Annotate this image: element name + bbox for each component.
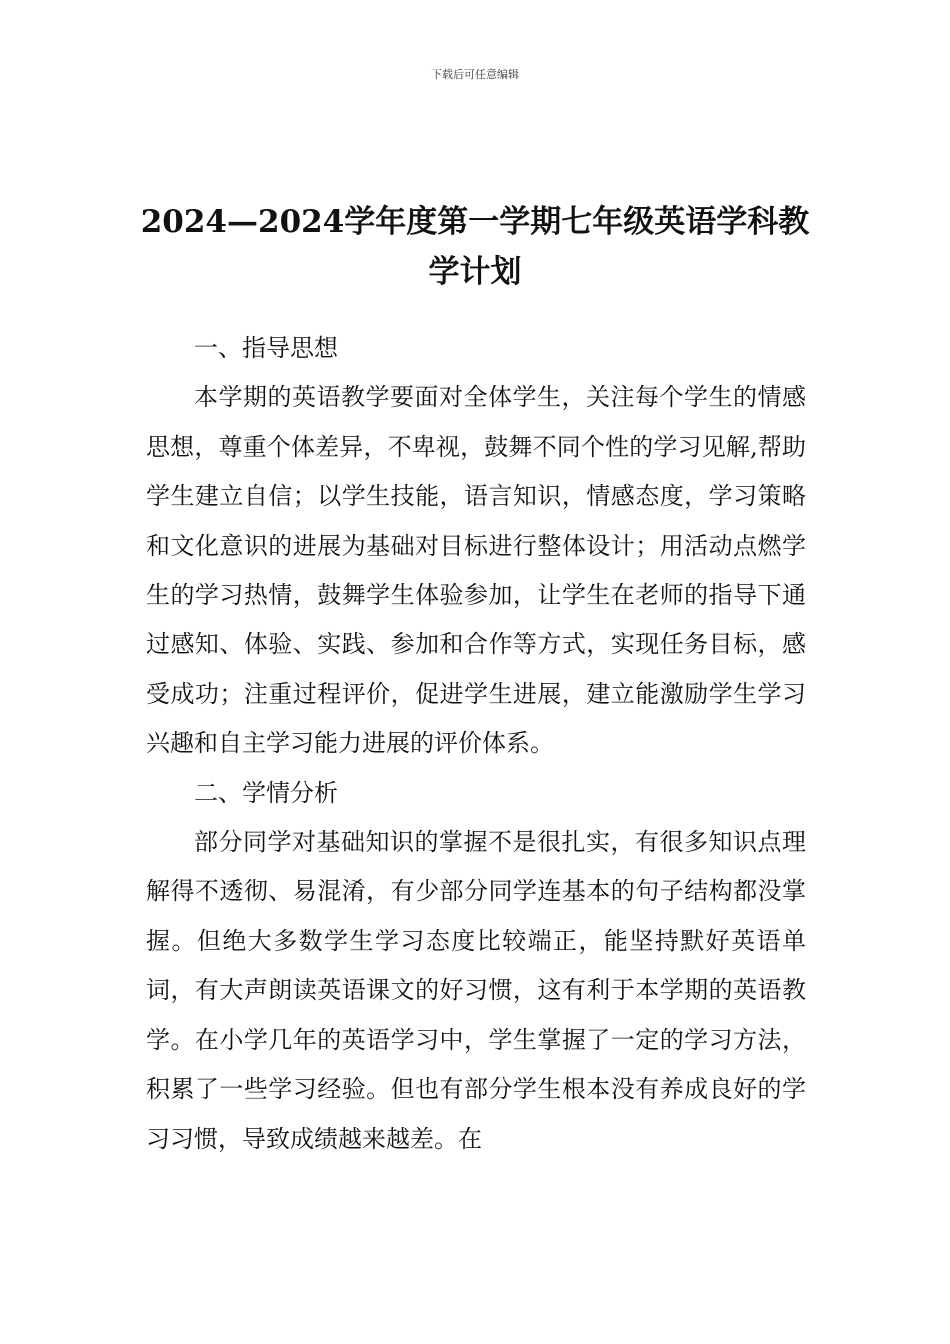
- section-heading-student-analysis: 二、学情分析: [194, 778, 338, 807]
- section-paragraph-guiding-ideology: 本学期的英语教学要面对全体学生，关注每个学生的情感思想，尊重个体差异，不卑视，鼓舞不同个性的学习见解,帮助学生建立自信；以学生技能，语言知识，情感态度，学习策略和文化意识的进展为基础对目标进行整体设计；用活动点燃学生的学习热情，鼓舞学生体验参加，让学生在老师的指导下通过感知、体验、实践、参加和合作等方式，实现任务目标，感受成功；注重过程评价，促进学生进展，建立能激励学生学习兴趣和自主学习能力进展的评价体系。: [146, 383, 806, 758]
- section-paragraph-student-analysis: 部分同学对基础知识的掌握不是很扎实，有很多知识点理解得不透彻、易混淆，有少部分同学连基本的句子结构都没掌握。但绝大多数学生学习态度比较端正，能坚持默好英语单词，有大声朗读英语课文的好习惯，这有利于本学期的英语教学。在小学几年的英语学习中，学生掌握了一定的学习方法，积累了一些学习经验。但也有部分学生根本没有养成良好的学习习惯，导致成绩越来越差。在: [146, 828, 806, 1153]
- header-note: 下载后可任意编辑: [431, 68, 519, 81]
- section-heading-guiding-ideology: 一、指导思想: [194, 334, 338, 362]
- document-title: 2024—2024学年度第一学期七年级英语学科教学计划: [140, 203, 810, 290]
- document-body: [146, 324, 806, 1164]
